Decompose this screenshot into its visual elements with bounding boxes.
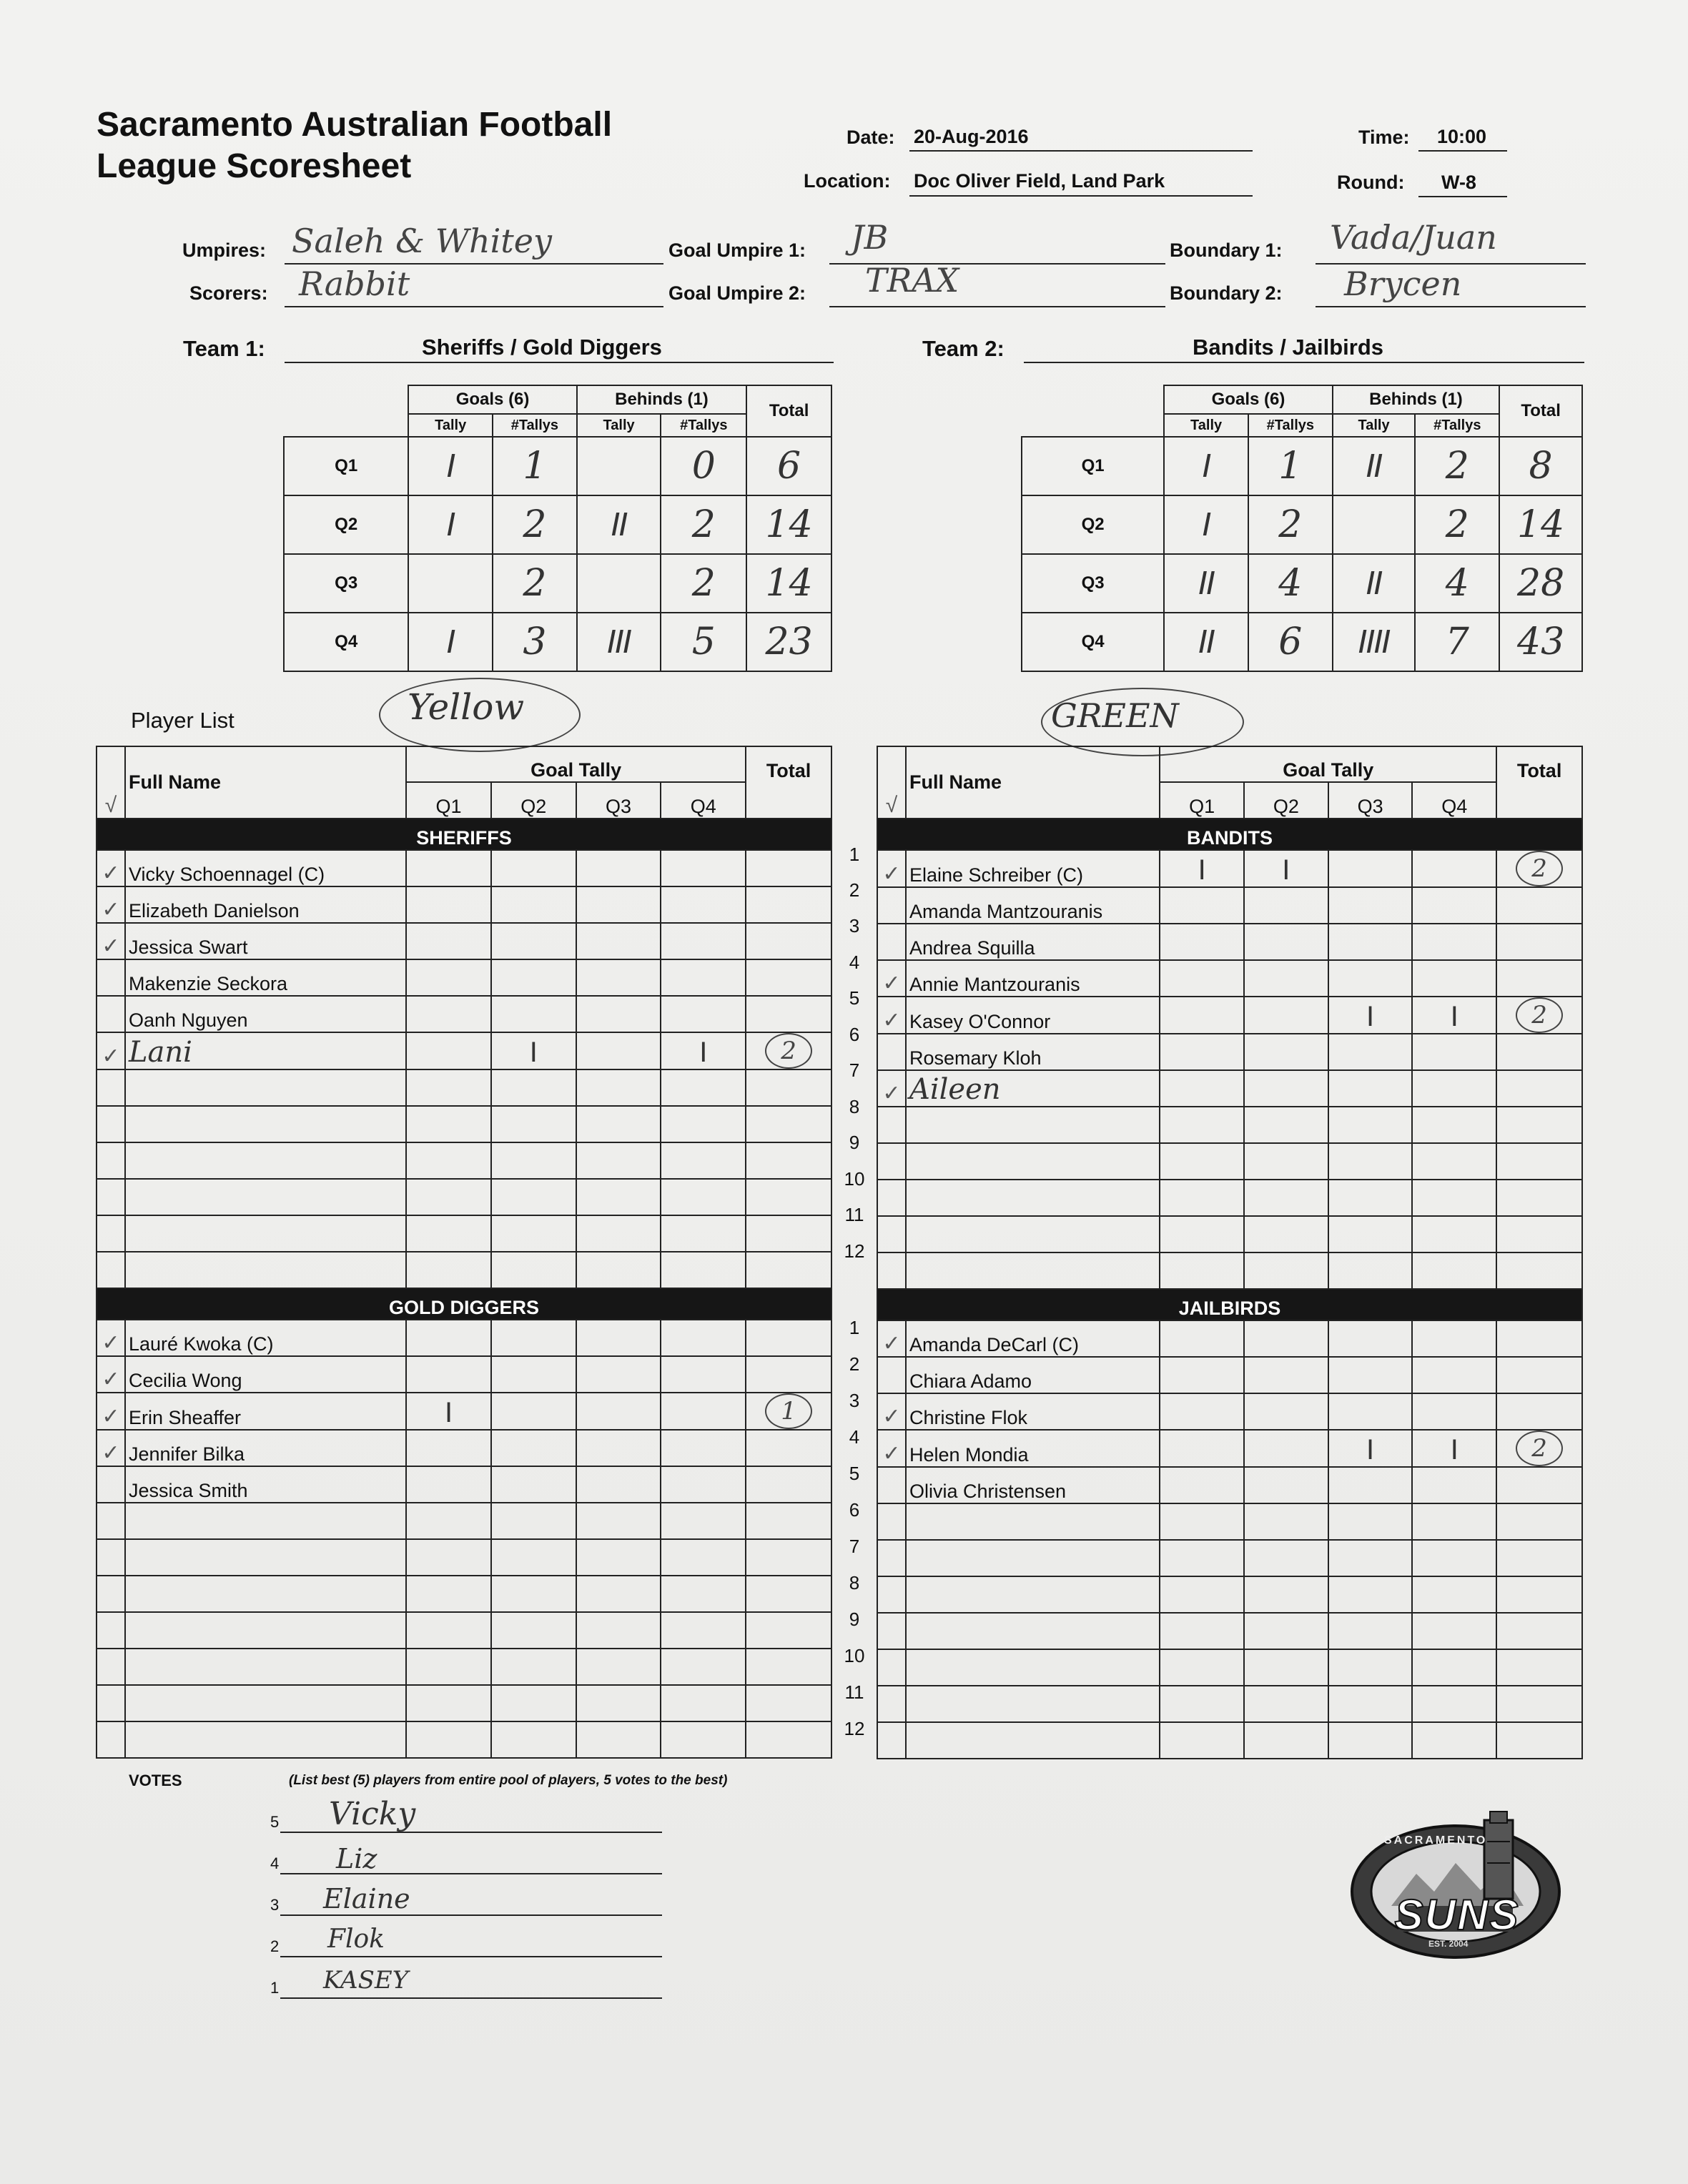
behind-count: 5 [661, 613, 746, 671]
quarter-label: Q1 [284, 437, 408, 495]
row-number: 12 [844, 1240, 865, 1262]
team2-label: Team 2: [922, 336, 1005, 361]
goals-header: Goals (6) [1164, 385, 1332, 414]
vote-underline [280, 1997, 662, 1999]
behind-tally: II [1333, 437, 1416, 495]
goal-mark: I [1412, 1430, 1496, 1467]
quarter-label: Q3 [1022, 554, 1164, 613]
vote-underline [280, 1914, 662, 1916]
behind-tally [577, 437, 661, 495]
table-row [97, 1179, 831, 1215]
check-mark [97, 996, 125, 1032]
player-name: Amanda DeCarl (C) [906, 1320, 1160, 1357]
date-label: Date: [847, 127, 895, 148]
goal-umpire1-label: Goal Umpire 1: [668, 239, 806, 261]
check-mark [877, 887, 906, 924]
check-mark: ✓ [877, 850, 906, 887]
table-row [877, 960, 1582, 997]
table-row [877, 1649, 1582, 1686]
quarter-total: 14 [746, 495, 831, 554]
votes-note: (List best (5) players from entire pool of players, 5 votes to the best) [289, 1773, 728, 1788]
goal-tally [408, 554, 493, 613]
table-row [877, 1143, 1582, 1180]
table-row [877, 1576, 1582, 1613]
vote-rank: 5 [270, 1813, 280, 1831]
row-number: 3 [849, 1390, 860, 1411]
full-name-header: Full Name [906, 746, 1160, 819]
goal-mark: I [491, 1032, 576, 1069]
vote-rank: 1 [270, 1979, 280, 1997]
behind-tally [577, 554, 661, 613]
player-name: Lauré Kwoka (C) [125, 1320, 406, 1356]
goal-mark: I [406, 1393, 491, 1430]
check-mark: ✓ [877, 1393, 906, 1430]
table-row [877, 1070, 1582, 1107]
time-value: 10:00 [1437, 126, 1487, 147]
boundary2-label: Boundary 2: [1170, 282, 1283, 304]
goal-count-header: #Tallys [493, 414, 577, 437]
logo-est: EST. 2004 [1428, 1939, 1469, 1949]
table-row [877, 1357, 1582, 1393]
total-header: Total [1499, 385, 1582, 437]
row-number: 9 [849, 1609, 860, 1630]
sheriffs-band: SHERIFFS [97, 819, 831, 850]
q4-header: Q4 [661, 782, 746, 819]
table-row [97, 1032, 831, 1069]
goal-mark: I [1412, 997, 1496, 1034]
player-name: Makenzie Seckora [125, 959, 406, 996]
check-mark [877, 1357, 906, 1393]
team1-underline [285, 362, 834, 363]
q3-header: Q3 [576, 782, 661, 819]
player-name: Elizabeth Danielson [125, 886, 406, 923]
behind-count-header: #Tallys [1415, 414, 1499, 437]
jailbirds-band: JAILBIRDS [877, 1289, 1582, 1320]
behind-count: 2 [1415, 437, 1499, 495]
check-mark: ✓ [877, 1430, 906, 1467]
team2-name: Bandits / Jailbirds [1193, 335, 1384, 360]
location-underline [909, 195, 1253, 197]
goal-count: 3 [493, 613, 577, 671]
full-name-header: Full Name [125, 746, 406, 819]
check-header: √ [877, 746, 906, 819]
location-label: Location: [804, 170, 891, 192]
behind-tally: II [1333, 554, 1416, 613]
goal-tally-header: Goal Tally [1160, 746, 1496, 782]
check-mark: ✓ [877, 1070, 906, 1107]
goal-tally: II [1164, 613, 1248, 671]
goal-mark: I [661, 1032, 746, 1069]
title-line-2: League Scoresheet [97, 147, 412, 185]
behind-count: 2 [661, 495, 746, 554]
table-row [97, 996, 831, 1032]
title-line-1: Sacramento Australian Football [97, 106, 613, 144]
umpires-label: Umpires: [182, 239, 267, 261]
table-row [97, 1539, 831, 1576]
player-name: Erin Sheaffer [125, 1393, 406, 1430]
goal-umpire1-value: JB [851, 218, 889, 257]
gold-diggers-band: GOLD DIGGERS [97, 1288, 831, 1320]
table-row [877, 1107, 1582, 1143]
table-row [97, 886, 831, 923]
check-mark: ✓ [97, 1430, 125, 1466]
behind-count: 2 [1415, 495, 1499, 554]
table-row [877, 1686, 1582, 1722]
goals-header: Goals (6) [408, 385, 576, 414]
table-row [877, 997, 1582, 1034]
team1-label: Team 1: [183, 336, 265, 361]
total-header: Total [1496, 746, 1582, 782]
player-name: Elaine Schreiber (C) [906, 850, 1160, 887]
behind-tally: II [577, 495, 661, 554]
table-row [877, 1252, 1582, 1289]
round-value: W-8 [1441, 172, 1476, 193]
row-number: 8 [849, 1096, 860, 1117]
date-underline [909, 150, 1253, 152]
table-row [877, 1393, 1582, 1430]
quarter-total: 28 [1499, 554, 1582, 613]
behind-count-header: #Tallys [661, 414, 746, 437]
row-number: 1 [849, 844, 860, 865]
goal-tally: I [1164, 437, 1248, 495]
quarter-label: Q1 [1022, 437, 1164, 495]
row-number: 2 [849, 1353, 860, 1375]
row-number: 2 [849, 879, 860, 901]
logo-ring-text: SACRAMENTO [1384, 1834, 1488, 1847]
check-mark: ✓ [97, 850, 125, 886]
goal-tally-header: Goal Tally [406, 746, 746, 782]
table-row [877, 1034, 1582, 1070]
player-name: Jennifer Bilka [125, 1430, 406, 1466]
vote-underline [280, 1873, 662, 1874]
goal-mark: I [1328, 997, 1413, 1034]
behind-tally-header: Tally [1333, 414, 1416, 437]
player-name: Aileen [906, 1070, 1160, 1107]
table-row [97, 959, 831, 996]
row-number: 1 [849, 1317, 860, 1338]
q4-header: Q4 [1412, 782, 1496, 819]
logo-text: SUNS [1394, 1891, 1520, 1939]
q1-header: Q1 [406, 782, 491, 819]
behind-tally: III [577, 613, 661, 671]
player-list-title: Player List [131, 708, 235, 733]
time-underline [1418, 150, 1507, 152]
row-number: 8 [849, 1572, 860, 1593]
table-row [97, 1612, 831, 1649]
player-name: Rosemary Kloh [906, 1034, 1160, 1070]
table-row [877, 1180, 1582, 1216]
quarter-label: Q2 [1022, 495, 1164, 554]
goal-count: 2 [493, 495, 577, 554]
boundary2-value: Brycen [1344, 265, 1462, 303]
table-row [97, 1430, 831, 1466]
player-name: Vicky Schoennagel (C) [125, 850, 406, 886]
quarter-label: Q4 [284, 613, 408, 671]
goal-mark: I [1160, 850, 1244, 887]
q3-header: Q3 [1328, 782, 1413, 819]
behind-tally [1333, 495, 1416, 554]
table-row [877, 887, 1582, 924]
vote-underline [280, 1956, 662, 1957]
quarter-total: 8 [1499, 437, 1582, 495]
goal-mark: I [1244, 850, 1328, 887]
goal-tally: II [1164, 554, 1248, 613]
goal-tally-header: Tally [408, 414, 493, 437]
total-header: Total [746, 746, 831, 782]
goal-count: 1 [1248, 437, 1333, 495]
behind-count: 0 [661, 437, 746, 495]
team1-color-note: Yellow [408, 686, 525, 728]
time-label: Time: [1358, 127, 1410, 148]
date-value: 20-Aug-2016 [914, 126, 1029, 147]
row-number: 3 [849, 915, 860, 937]
behind-tally-header: Tally [577, 414, 661, 437]
goal-tally: I [408, 437, 493, 495]
row-number: 10 [844, 1168, 865, 1190]
table-row [877, 1540, 1582, 1576]
player-name: Lani [125, 1032, 406, 1069]
vote-name: Vicky [329, 1796, 416, 1832]
left-player-table [96, 746, 832, 1759]
check-mark [97, 959, 125, 996]
table-row [97, 1252, 831, 1288]
team1-name: Sheriffs / Gold Diggers [422, 335, 662, 360]
bandits-band: BANDITS [877, 819, 1582, 850]
quarter-total: 6 [746, 437, 831, 495]
row-number: 6 [849, 1024, 860, 1045]
team2-underline [1024, 362, 1584, 363]
behind-count: 7 [1415, 613, 1499, 671]
player-name: Chiara Adamo [906, 1357, 1160, 1393]
table-row [877, 850, 1582, 887]
player-total: 2 [1516, 851, 1563, 886]
row-number: 9 [849, 1132, 860, 1153]
check-mark [877, 924, 906, 960]
quarter-total: 14 [1499, 495, 1582, 554]
check-mark: ✓ [97, 1393, 125, 1430]
quarter-label: Q4 [1022, 613, 1164, 671]
goal-count: 2 [493, 554, 577, 613]
q1-header: Q1 [1160, 782, 1244, 819]
behind-count: 4 [1415, 554, 1499, 613]
table-row [97, 1106, 831, 1142]
round-underline [1418, 196, 1507, 197]
goal-tally: I [408, 495, 493, 554]
table-row [97, 1393, 831, 1430]
player-total: 2 [1516, 997, 1563, 1033]
row-number: 4 [849, 1426, 860, 1448]
quarter-total: 14 [746, 554, 831, 613]
check-header: √ [97, 746, 125, 819]
table-row [877, 1467, 1582, 1503]
umpires-value: Saleh & Whitey [292, 222, 553, 260]
table-row [97, 1069, 831, 1106]
table-row [97, 850, 831, 886]
table-row [877, 1722, 1582, 1759]
table-row [97, 1503, 831, 1539]
suns-logo [1348, 1806, 1563, 1963]
team2-color-note: GREEN [1051, 696, 1179, 735]
player-name: Jessica Swart [125, 923, 406, 959]
check-mark: ✓ [97, 886, 125, 923]
player-name: Kasey O'Connor [906, 997, 1160, 1034]
check-mark: ✓ [877, 960, 906, 997]
check-mark: ✓ [877, 1320, 906, 1357]
player-name: Amanda Mantzouranis [906, 887, 1160, 924]
table-row [97, 1356, 831, 1393]
goal-mark: I [1328, 1430, 1413, 1467]
player-total: 2 [765, 1033, 812, 1069]
player-name: Oanh Nguyen [125, 996, 406, 1032]
vote-rank: 4 [270, 1854, 280, 1872]
goal-umpire2-value: TRAX [865, 261, 959, 300]
scorers-value: Rabbit [299, 265, 410, 303]
table-row [97, 1685, 831, 1721]
table-row [877, 1613, 1582, 1649]
row-number: 5 [849, 1463, 860, 1484]
check-mark: ✓ [97, 923, 125, 959]
scorers-underline [285, 306, 663, 307]
total-header: Total [746, 385, 831, 437]
row-number: 5 [849, 987, 860, 1009]
goal-tally-header: Tally [1164, 414, 1248, 437]
table-row [97, 923, 831, 959]
boundary1-label: Boundary 1: [1170, 239, 1283, 261]
row-number: 11 [844, 1204, 864, 1225]
table-row [97, 1721, 831, 1758]
goal-tally: I [1164, 495, 1248, 554]
check-mark [877, 1467, 906, 1503]
goal-count: 2 [1248, 495, 1333, 554]
row-number: 7 [849, 1059, 860, 1081]
table-row [877, 1320, 1582, 1357]
quarter-label: Q3 [284, 554, 408, 613]
goal-umpire2-label: Goal Umpire 2: [668, 282, 806, 304]
player-name: Annie Mantzouranis [906, 960, 1160, 997]
scorers-label: Scorers: [189, 282, 268, 304]
player-name: Jessica Smith [125, 1466, 406, 1503]
right-player-table [877, 746, 1583, 1759]
row-number: 11 [844, 1681, 864, 1703]
row-number: 10 [844, 1645, 865, 1666]
goal-count: 4 [1248, 554, 1333, 613]
player-name: Helen Mondia [906, 1430, 1160, 1467]
table-row [877, 1216, 1582, 1252]
goal-count-header: #Tallys [1248, 414, 1333, 437]
location-value: Doc Oliver Field, Land Park [914, 170, 1165, 192]
table-row [97, 1576, 831, 1612]
row-number: 12 [844, 1718, 865, 1739]
row-number: 4 [849, 952, 860, 973]
team1-score-table [283, 385, 832, 672]
table-row [877, 1430, 1582, 1467]
vote-rank: 3 [270, 1896, 280, 1914]
behind-count: 2 [661, 554, 746, 613]
player-name: Christine Flok [906, 1393, 1160, 1430]
check-mark: ✓ [97, 1356, 125, 1393]
goal-count: 1 [493, 437, 577, 495]
behinds-header: Behinds (1) [577, 385, 746, 414]
boundary2-underline [1316, 306, 1586, 307]
check-mark [877, 1034, 906, 1070]
player-total: 1 [765, 1393, 812, 1429]
round-label: Round: [1337, 172, 1405, 193]
vote-name: Elaine [323, 1883, 410, 1914]
player-name: Cecilia Wong [125, 1356, 406, 1393]
goal-tally: I [408, 613, 493, 671]
vote-name: Flok [327, 1924, 385, 1954]
check-mark: ✓ [97, 1032, 125, 1069]
table-row [877, 1503, 1582, 1540]
player-total: 2 [1516, 1431, 1563, 1466]
check-mark: ✓ [97, 1320, 125, 1356]
player-name: Olivia Christensen [906, 1467, 1160, 1503]
table-row [877, 924, 1582, 960]
table-row [97, 1215, 831, 1252]
quarter-total: 43 [1499, 613, 1582, 671]
vote-name: Liz [336, 1843, 377, 1874]
goal-umpire2-underline [829, 306, 1165, 307]
quarter-total: 23 [746, 613, 831, 671]
row-number: 7 [849, 1536, 860, 1557]
table-row [97, 1466, 831, 1503]
votes-title: VOTES [129, 1772, 182, 1789]
goal-count: 6 [1248, 613, 1333, 671]
q2-header: Q2 [491, 782, 576, 819]
table-row [97, 1142, 831, 1179]
vote-rank: 2 [270, 1937, 280, 1955]
table-row [97, 1649, 831, 1685]
row-number: 6 [849, 1499, 860, 1521]
vote-underline [280, 1832, 662, 1833]
check-mark [97, 1466, 125, 1503]
vote-name: KASEY [323, 1966, 409, 1995]
player-name: Andrea Squilla [906, 924, 1160, 960]
team2-score-table [1021, 385, 1583, 672]
quarter-label: Q2 [284, 495, 408, 554]
behinds-header: Behinds (1) [1333, 385, 1499, 414]
table-row [97, 1320, 831, 1356]
boundary1-value: Vada/Juan [1330, 218, 1497, 257]
check-mark: ✓ [877, 997, 906, 1034]
behind-tally: IIII [1333, 613, 1416, 671]
q2-header: Q2 [1244, 782, 1328, 819]
